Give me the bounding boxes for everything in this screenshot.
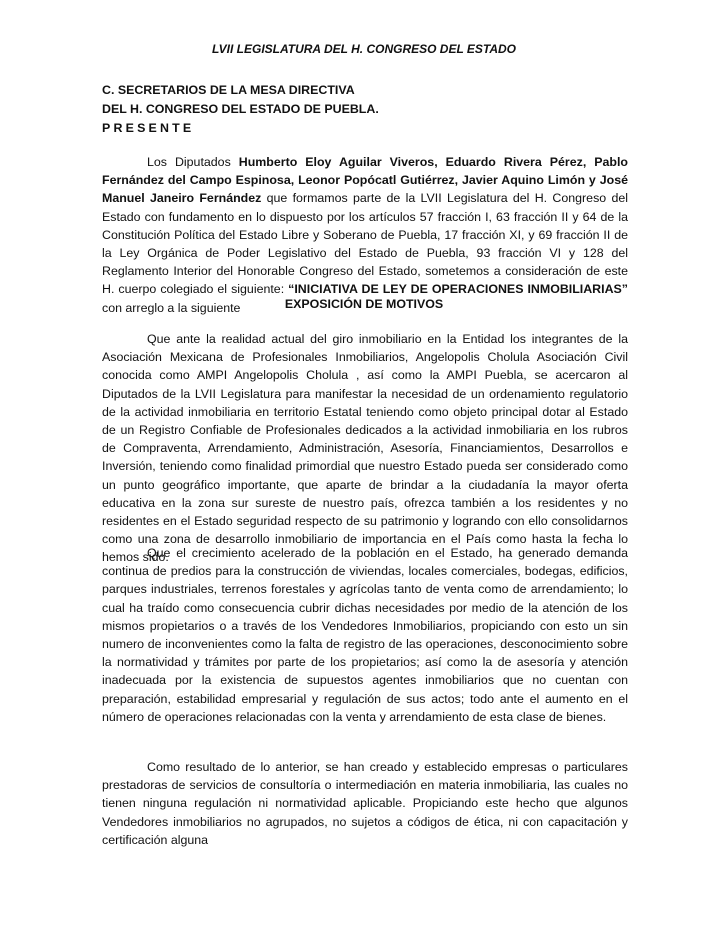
body-paragraph-1: Que ante la realidad actual del giro inmobiliario en la Entidad los integrantes de la Asociación Mexicana de Profesionales Inmobiliarios, Angelopolis Cholula Asociación Civil conocida como AMPI Angelopolis Cholula , así como la AMPI Puebla, se acercaron al Diputados de la LVII Legislatura para manifestar la necesidad de un ordenamiento regulatorio de la actividad inmobiliaria en territorio Estatal teniendo como objeto principal dotar al Estado de un Registro Confiable de Profesionales dedicados a la actividad inmobiliaria en los rubros de Compraventa, Arrendamiento, Administración, Asesoría, Financiamientos, Desarrollos e Inversión, teniendo como finalidad primordial que nuestro Estado pueda ser considerado como un punto geográfico importante, que aparte de brindar a la ciudadanía la mayor oferta educativa en la zona sur sureste de nuestro país, ofrezca también a los residentes y no residentes en el Estado seguridad respecto de su patrimonio y logrando con ello consolidarnos como una zona de desarrollo inmobiliario de importancia en el País como hasta la fecha lo hemos sido.	[102, 332, 628, 565]
body-paragraph-3: Como resultado de lo anterior, se han creado y establecido empresas o particulares prestadoras de servicios de consultoría o intermediación en materia inmobiliaria, las cuales no tienen ninguna regulación ni normatividad aplicable. Propiciando este hecho que algunos Vendedores inmobiliarios no agrupados, no sujetos a códigos de ética, ni con capacitación y certificación alguna	[102, 760, 628, 847]
intro-text-b: que formamos parte de la LVII Legislatura del H. Congreso del Estado con fundamento en lo dispuesto por los artículos 57 fracción I, 63 fracción II y 64 de la Constitución Política del Estado Libre y Soberano de Puebla, 17 fracción XI, y 69 fracción II de la Ley Orgánica de Poder Legislativo del Estado de Puebla, 93 fracción VI y 128 del Reglamento Interior del Honorable Congreso del Estado, sometemos a consideración de este H. cuerpo colegiado el siguiente:	[102, 191, 628, 297]
body-paragraph-2: Que el crecimiento acelerado de la población en el Estado, ha generado demanda continua de predios para la construcción de viviendas, locales comerciales, bodegas, edificios, parques industriales, terrenos forestales y agrícolas tanto de venta como de arrendamiento; lo cual ha traído como consecuencia cubrir dichas necesidades por medio de la atención de los mismos propietarios o a través de los Vendedores Inmobiliarios, propiciando con esto un sin numero de inconvenientes como la falta de registro de las operaciones, desconocimiento sobre la normatividad y trámites por parte de los propietarios; así como la de asesoría y atención inadecuada por la existencia de supuestos agentes inmobiliarios que no cuentan con preparación, estabilidad empresarial y regulación de sus actos; todo ante el aumento en el número de operaciones relacionadas con la venta y arrendamiento de esta clase de bienes.	[102, 546, 628, 724]
addressee-line-2: DEL H. CONGRESO DEL ESTADO DE PUEBLA.	[102, 102, 379, 116]
intro-paragraph	[102, 153, 628, 317]
section-heading: EXPOSICIÓN DE MOTIVOS	[284, 297, 444, 311]
intro-text-c: con arreglo a la siguiente	[102, 300, 241, 315]
initiative-title: “INICIATIVA DE LEY DE OPERACIONES INMOBILIARIAS”	[288, 282, 628, 297]
intro-text-a: Los Diputados	[147, 155, 239, 169]
deputies-names: Humberto Eloy Aguilar Viveros, Eduardo Rivera Pérez, Pablo Fernández del Campo Espinosa, Leonor Popócatl Gutiérrez, Javier Aquino Limón y José Manuel Janeiro Fernández	[102, 155, 628, 206]
page-header: LVII LEGISLATURA DEL H. CONGRESO DEL ESTADO	[211, 42, 517, 56]
addressee-block	[102, 81, 642, 138]
addressee-line-1: C. SECRETARIOS DE LA MESA DIRECTIVA	[102, 83, 355, 97]
presente-line: PRESENTE	[102, 121, 195, 135]
